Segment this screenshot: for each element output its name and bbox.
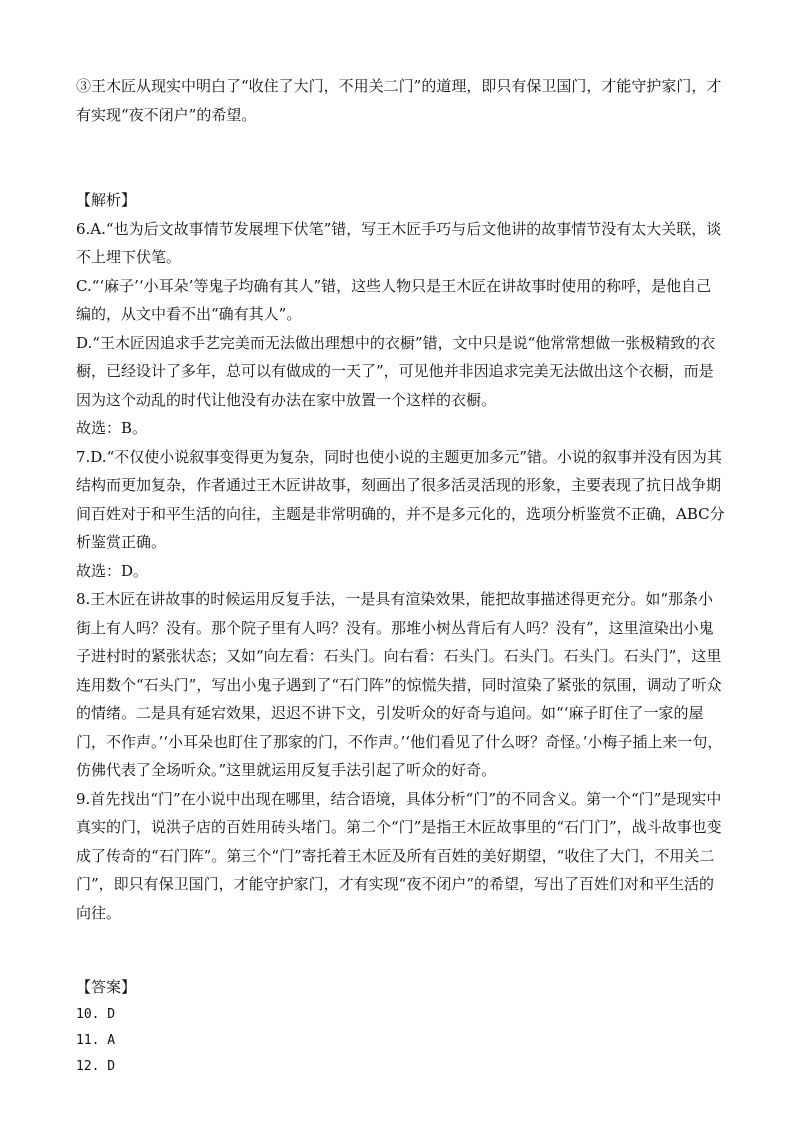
- analysis-paragraph-8: 8.王木匠在讲故事的时候运用反复手法，一是具有渲染效果，能把故事描述得更充分。如“那条小街上有人吗？没有。那个院子里有人吗？没有。那堆小树丛背后有人吗？没有”，这里渲染出小鬼子进村时的紧张状态；又如“向左看：石头门。向右看：石头门。石头门。石头门。石头门”，这里连用数个“石头门”，写出小鬼子遇到了“石门阵”的惊慌失措，同时渲染了紧张的氛围，调动了听众的情绪。二是具有延宕效果，迟迟不讲下文，引发听众的好奇与追问。如“‘麻子盯住了一家的屋门，不作声。’‘小耳朵也盯住了那家的门，不作声。’‘他们看见了什么呀？奇怪。’小梅子插上来一句，仿佛代表了全场听众。”这里就运用反复手法引起了听众的好奇。: [76, 590, 723, 779]
- answers-list: [76, 1002, 726, 1080]
- analysis-paragraph-6d: D.“王木匠因追求手艺完美而无法做出理想中的衣橱”错，文中只是说“他常常想做一张极精致的衣橱，已经设计了多年，总可以有做成的一天了”，可见他并非因追求完美无法做出这个衣橱，而是因为这个动乱的时代让他没有办法在家中放置一个这样的衣橱。: [76, 333, 716, 409]
- document-page: [76, 72, 726, 1080]
- spacer: [76, 129, 726, 186]
- answer-item: 10. D: [76, 1006, 116, 1022]
- analysis-paragraph-7: 7.D.“不仅使小说叙事变得更为复杂，同时也使小说的主题更加多元”错。小说的叙事并没有因为其结构而更加复杂，作者通过王木匠讲故事，刻画出了很多活灵活现的形象，主要表现了抗日战争期间百姓对于和平生活的向往，主题是非常明确的，并不是多元化的，选项分析鉴赏不正确，ABC分析鉴赏正确。: [76, 447, 725, 551]
- analysis-paragraph-6a: 6.A.“也为后文故事情节发展埋下伏笔”错，写王木匠手巧与后文他讲的故事情节没有太大关联，谈不上埋下伏笔。: [76, 219, 722, 266]
- intro-paragraph: ③王木匠从现实中明白了“收住了大门，不用关二门”的道理，即只有保卫国门，才能守护家门，才有实现“夜不闭户”的希望。: [76, 77, 722, 124]
- analysis-heading: 【解析】: [76, 191, 137, 209]
- answers-heading: 【答案】: [76, 978, 137, 996]
- analysis-paragraph-6c: C.“‘麻子’‘小耳朵’等鬼子均确有其人”错，这些人物只是王木匠在讲故事时使用的称呼，是他自己编的，从文中看不出“确有其人”。: [76, 276, 712, 323]
- answer-item: 12. D: [76, 1058, 116, 1074]
- analysis-paragraph-9: 9.首先找出“门”在小说中出现在哪里，结合语境，具体分析“门”的不同含义。第一个“门”是现实中真实的门，说洪子店的百姓用砖头堵门。第二个“门”是指王木匠故事里的“石门门”，战斗故事也变成了传奇的“石门阵”。第三个“门”寄托着王木匠及所有百姓的美好期望，“收住了大门，不用关二门”，即只有保卫国门，才能守护家门，才有实现“夜不闭户”的希望，写出了百姓们对和平生活的向往。: [76, 789, 722, 922]
- analysis-choice-6: 故选：B。: [76, 419, 148, 437]
- spacer: [76, 927, 726, 973]
- answer-item: 11. A: [76, 1032, 116, 1048]
- analysis-choice-7: 故选：D。: [76, 561, 149, 580]
